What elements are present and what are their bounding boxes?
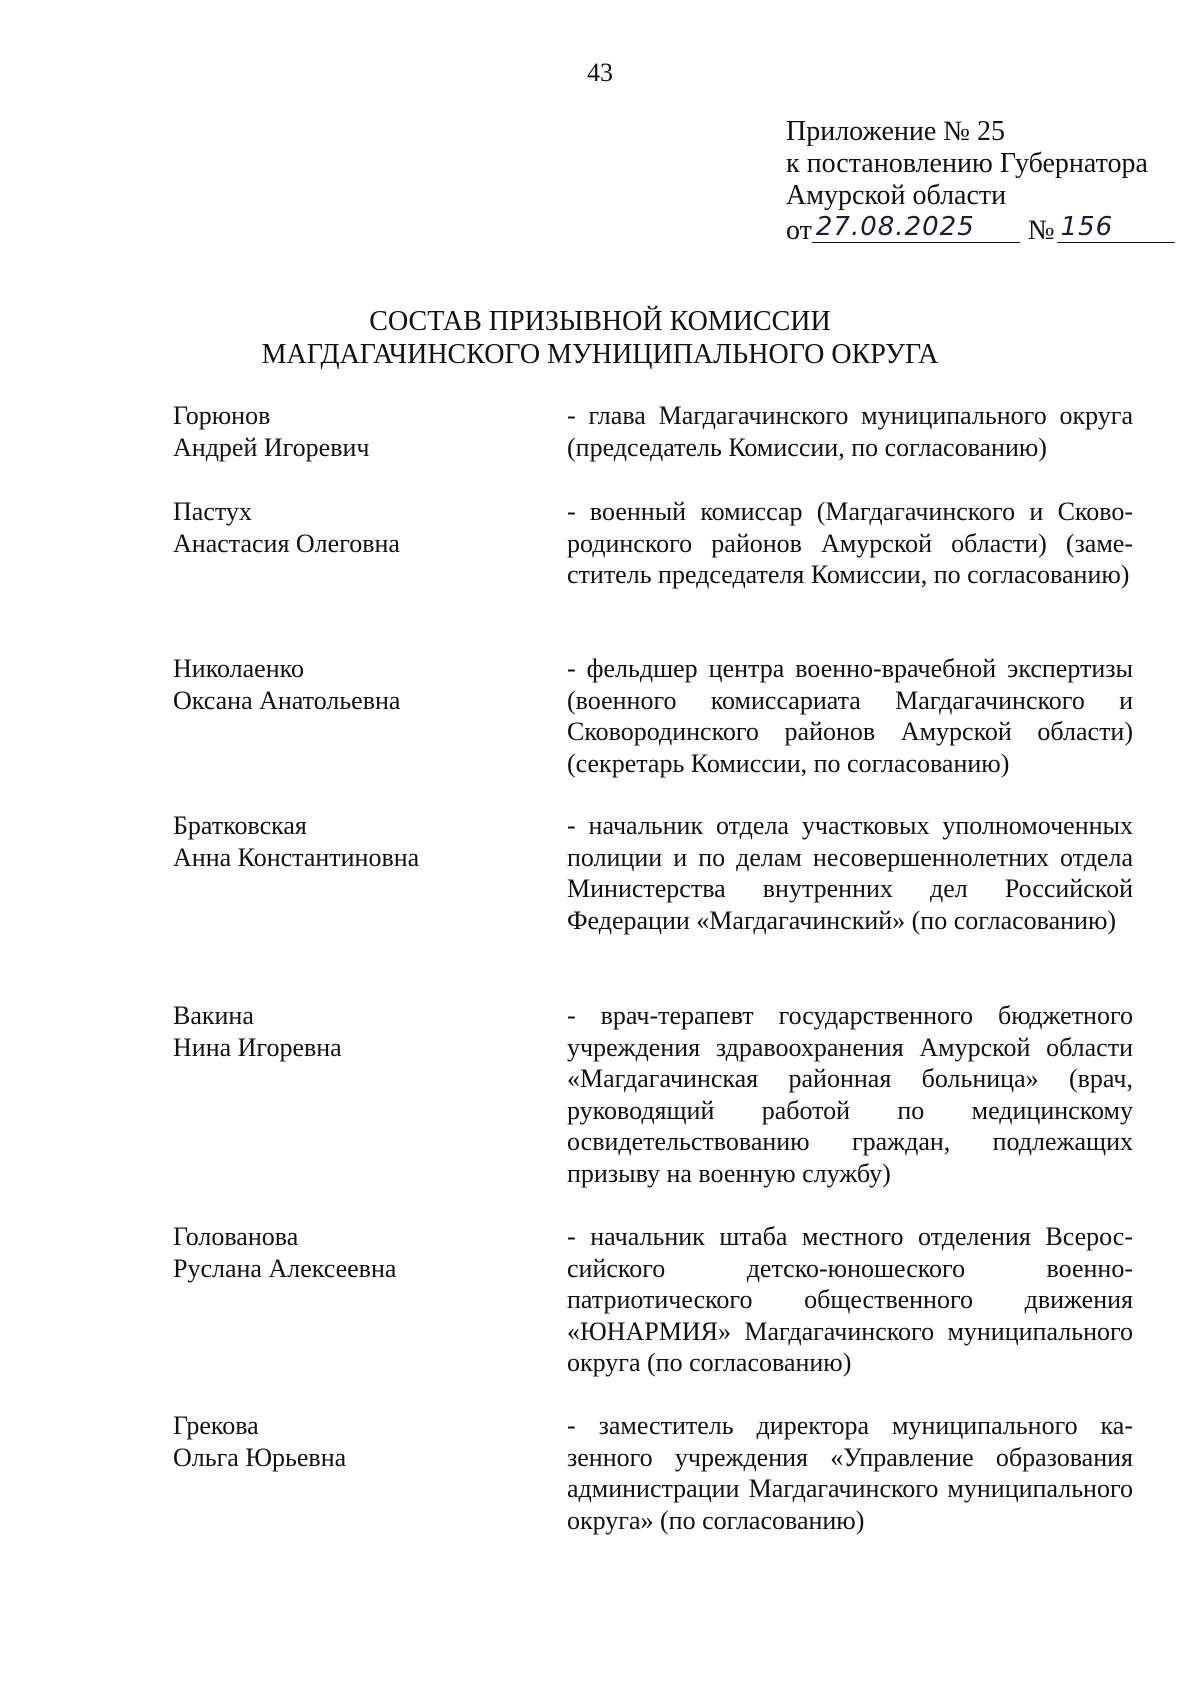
member-role: - начальник отдела участковых уполномоченных полиции и по делам несовершеннолетних отдела Министерства внутренних дел Российской Федерации «Магдагачинский» (по согласованию) (567, 811, 1133, 935)
date-prefix: от (786, 215, 812, 246)
member-given-names: Анастасия Олеговна (173, 528, 400, 558)
member-surname: Братковская (173, 811, 307, 840)
appendix-region: Амурской области (786, 180, 1007, 211)
member-role: - фельдшер центра военно-врачебной экспертизы (военного комиссариата Магдагачинского и Сковородинского районов Амурской области) (секретарь Комиссии, по согласованию) (567, 654, 1133, 778)
member-name (173, 810, 533, 873)
member-surname: Пастух (173, 497, 252, 526)
member-name (173, 1410, 533, 1473)
member-role: - врач-терапевт государственного бюджетного учреждения здравоохранения Амурской области «Магдагачинская районная больница» (врач, руководящий работой по медицинскому освидетельствованию граждан, подлежащих призыву на военную службу) (567, 1001, 1133, 1188)
member-role: - заместитель директора муниципального казенного учреждения «Управление образования администрации Магдагачинского муниципального округа» (по согласованию) (567, 1411, 1133, 1535)
member-role: - начальник штаба местного отделения Всероссийского детско-юношеского военно-патриотического общественного движения «ЮНАРМИЯ» Магдагачинского муниципального округа (по согласованию) (567, 1222, 1133, 1377)
member-role: - глава Магдагачинского муниципального округа (председатель Комиссии, по согласованию) (567, 401, 1133, 462)
member-surname: Голованова (173, 1222, 299, 1251)
member-name (173, 1000, 533, 1063)
number-label: № (1027, 215, 1055, 246)
member-name (173, 496, 533, 559)
member-surname: Вакина (173, 1001, 254, 1030)
member-name (173, 653, 533, 716)
member-given-names: Ольга Юрьевна (173, 1442, 347, 1472)
member-given-names: Оксана Анатольевна (173, 685, 401, 715)
appendix-reference: к постановлению Губернатора (786, 148, 1148, 179)
member-given-names: Нина Игоревна (173, 1032, 342, 1062)
member-surname: Грекова (173, 1411, 259, 1440)
member-given-names: Андрей Игоревич (173, 432, 370, 462)
title-line-2: МАГДАГАЧИНСКОГО МУНИЦИПАЛЬНОГО ОКРУГА (261, 339, 939, 370)
member-role: - военный комиссар (Магдагачинского и Сковородинского районов Амурской области) (заместитель председателя Комиссии, по согласованию) (567, 497, 1133, 589)
member-name (173, 1221, 533, 1284)
page-number: 43 (587, 58, 613, 87)
member-name (173, 400, 533, 463)
handwritten-date: 27.08.2025 (812, 212, 1020, 243)
appendix-title: Приложение № 25 (786, 116, 1005, 147)
handwritten-number: 156 (1057, 212, 1175, 243)
member-surname: Николаенко (173, 654, 304, 683)
member-given-names: Руслана Алексеевна (173, 1253, 397, 1283)
member-given-names: Анна Константиновна (173, 842, 420, 872)
title-line-1: СОСТАВ ПРИЗЫВНОЙ КОМИССИИ (369, 306, 831, 337)
member-surname: Горюнов (173, 401, 271, 430)
